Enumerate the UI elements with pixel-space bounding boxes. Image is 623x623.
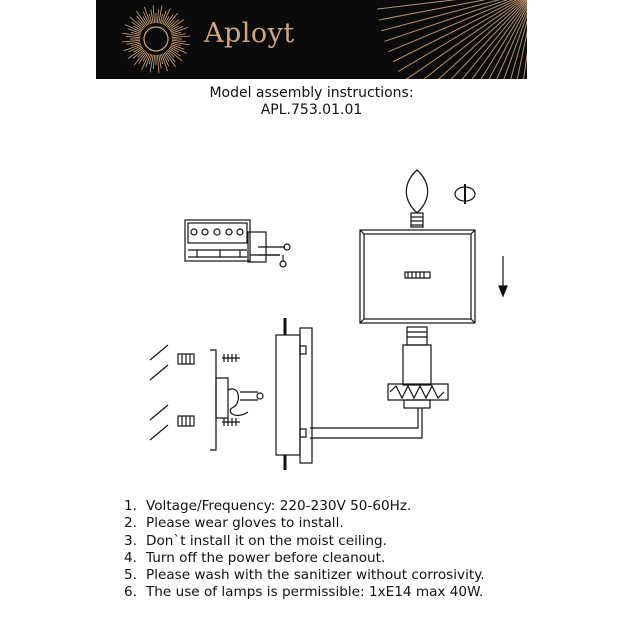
brand-banner	[96, 0, 527, 79]
sunburst-ray	[153, 5, 155, 23]
sunburst-ray	[123, 33, 141, 36]
lamp-arm	[310, 408, 422, 438]
list-item: 6. The use of lamps is permissible: 1xE14 max 40W.	[124, 584, 484, 601]
wall-backplate	[276, 318, 312, 470]
sunburst-ray	[159, 6, 162, 24]
terminal-block-diagram	[185, 220, 290, 267]
rotate-icon	[455, 184, 475, 204]
sunburst-ray	[157, 9, 158, 23]
list-item: 1. Voltage/Frequency: 220-230V 50-60Hz.	[124, 498, 412, 514]
sunburst-ray	[384, 0, 527, 41]
instructions-list	[124, 498, 485, 602]
sunburst-ray	[150, 55, 153, 73]
sunburst-ray	[172, 40, 186, 41]
list-item: 5. Please wash with the sanitizer without corrosivity.	[124, 567, 485, 584]
sunburst-ray	[377, 0, 527, 9]
sunburst-ray	[122, 40, 140, 42]
list-item: 2. Please wear gloves to install.	[124, 515, 344, 532]
list-item: 4. Turn off the power before cleanout.	[124, 549, 386, 566]
mounting-bracket	[210, 350, 263, 450]
candle-bulb	[406, 170, 427, 227]
model-number: APL.753.01.01	[260, 102, 363, 118]
list-item: 3. Don`t install it on the moist ceiling.	[124, 532, 387, 549]
sunburst-ray	[172, 42, 190, 45]
sunburst-ray	[157, 55, 159, 73]
assembly-diagram	[140, 160, 520, 470]
sunburst-logo-icon	[96, 0, 527, 79]
page-title: Model assembly instructions:	[209, 85, 414, 101]
lamp-shade	[360, 230, 475, 323]
down-arrow-icon	[499, 256, 507, 296]
sunburst-ray	[153, 55, 154, 69]
brand-name: Aployt	[204, 18, 295, 49]
sunburst-ray	[126, 36, 140, 37]
wall-anchors	[150, 345, 240, 440]
sunburst-ray	[172, 36, 190, 38]
lamp-socket	[388, 327, 448, 408]
